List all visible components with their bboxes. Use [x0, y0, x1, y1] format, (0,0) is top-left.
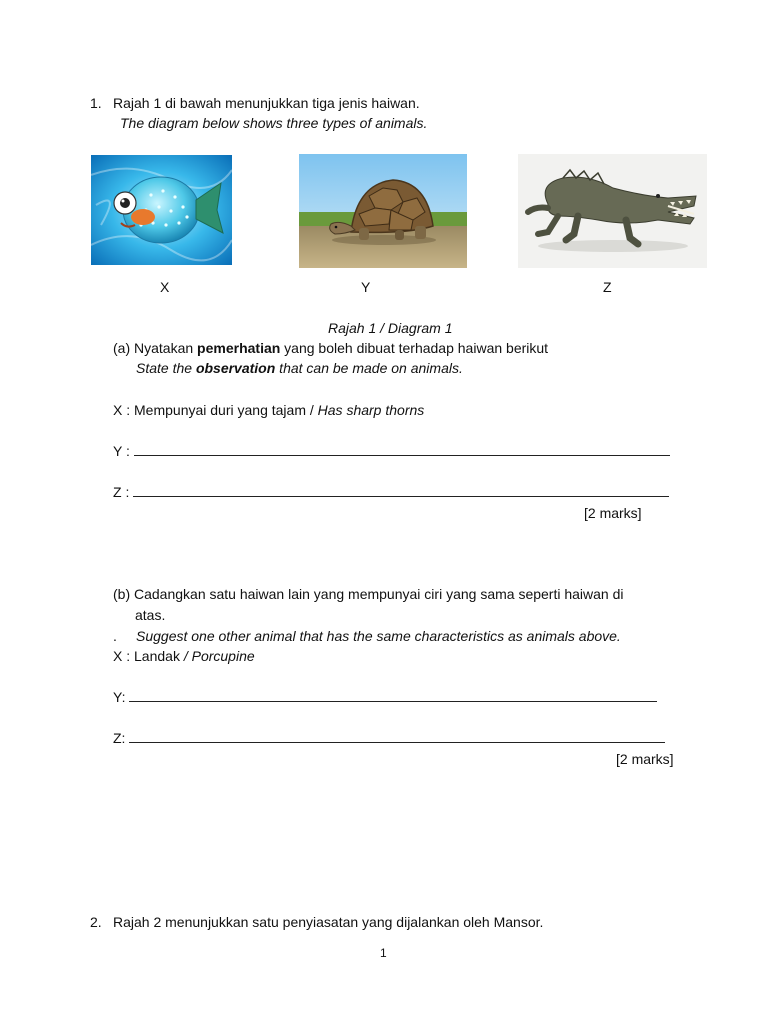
pufferfish-image	[91, 155, 232, 265]
q1b-z-row	[113, 729, 665, 747]
q1a-y-answer-line[interactable]	[134, 443, 670, 456]
q1a-question-en	[136, 359, 463, 377]
q1-stem-ms: Rajah 1 di bawah menunjukkan tiga jenis haiwan.	[113, 95, 420, 111]
page-number: 1	[380, 946, 387, 960]
q1b-dot: .	[113, 628, 117, 644]
label-x: X	[160, 279, 170, 295]
q1a-x-answer-ms: X : Mempunyai duri yang tajam /	[113, 402, 318, 418]
tortoise-image	[299, 154, 467, 268]
q1a-x-answer-en: Has sharp thorns	[317, 402, 425, 418]
q1a-y-label: Y :	[113, 443, 130, 459]
q1b-question-line1: (b) Cadangkan satu haiwan lain yang mempunyai ciri yang sama seperti haiwan di	[113, 586, 624, 602]
q1a-prefix: (a) Nyatakan	[113, 340, 198, 356]
q1b-z-label: Z:	[113, 730, 126, 746]
crocodile-image	[518, 154, 707, 268]
label-z: Z	[603, 279, 612, 295]
q1b-y-answer-line[interactable]	[129, 689, 657, 702]
q1b-z-answer-line[interactable]	[129, 730, 665, 743]
q1a-z-label: Z :	[113, 484, 130, 500]
q1a-en-bold: observation	[195, 360, 276, 376]
q1a-en-suffix: that can be made on animals.	[275, 360, 463, 376]
q1b-x-answer-en: / Porcupine	[183, 648, 255, 664]
q1a-marks: [2 marks]	[584, 505, 642, 521]
q1b-x-answer	[113, 647, 255, 665]
q1a-z-row	[113, 483, 669, 501]
q1b-y-label: Y:	[113, 689, 126, 705]
diagram-caption: Rajah 1 / Diagram 1	[328, 320, 453, 336]
q1b-question-en: Suggest one other animal that has the same characteristics as animals above.	[136, 628, 621, 644]
label-y: Y	[361, 279, 371, 295]
q1a-question-ms	[113, 339, 548, 357]
q1a-x-answer	[113, 401, 424, 419]
q1a-en-prefix: State the	[136, 360, 196, 376]
q1a-suffix: yang boleh dibuat terhadap haiwan berikut	[280, 340, 549, 356]
q2-number: 2.	[90, 914, 102, 930]
q1-number: 1.	[90, 95, 102, 111]
q1a-y-row	[113, 442, 670, 460]
q1b-question-line2: atas.	[135, 607, 166, 623]
q1a-bold: pemerhatian	[197, 340, 281, 356]
q1a-z-answer-line[interactable]	[133, 484, 669, 497]
q1b-x-answer-ms: X : Landak	[113, 648, 184, 664]
q1b-y-row	[113, 688, 657, 706]
q1-stem-en: The diagram below shows three types of animals.	[120, 115, 428, 131]
q2-stem: Rajah 2 menunjukkan satu penyiasatan yang dijalankan oleh Mansor.	[113, 914, 544, 930]
q1b-marks: [2 marks]	[616, 751, 674, 767]
